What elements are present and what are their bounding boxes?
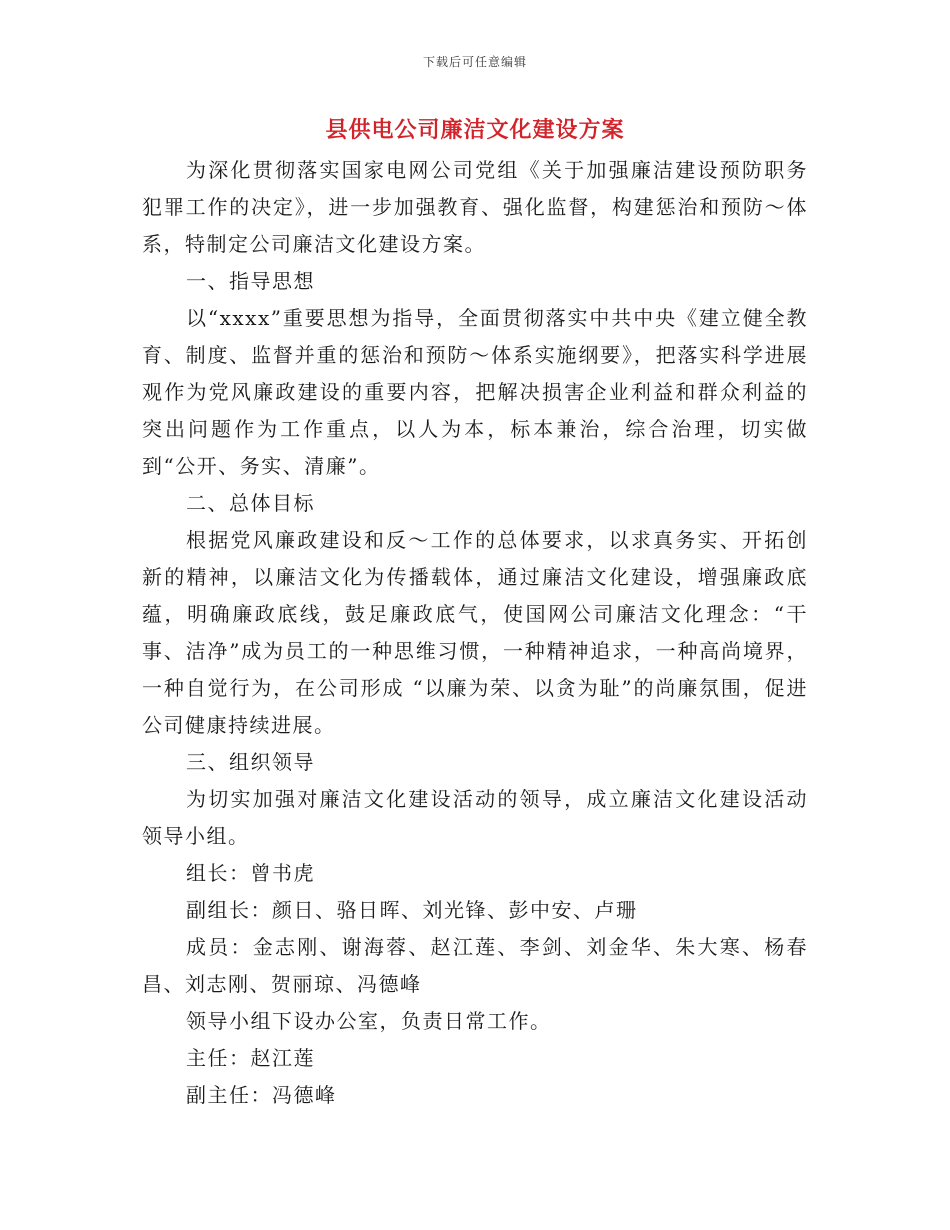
- section-heading-organization: 三、组织领导: [186, 750, 315, 774]
- office-line: 领导小组下设办公室，负责日常工作。: [186, 1009, 552, 1033]
- intro-paragraph: 为深化贯彻落实国家电网公司党组《关于加强廉洁建设预防职务犯罪工作的决定》，进一步加强教育、强化监督，构建惩治和预防～体系，特制定公司廉洁文化建设方案。: [142, 158, 808, 256]
- deputy-director-line: 副主任：冯德峰: [186, 1083, 337, 1107]
- document-title: 县供电公司廉洁文化建设方案: [325, 117, 625, 143]
- director-line: 主任：赵江莲: [186, 1046, 315, 1070]
- overall-goal-paragraph: 根据党风廉政建设和反～工作的总体要求，以求真务实、开拓创新的精神，以廉洁文化为传播载体，通过廉洁文化建设，增强廉政底蕴，明确廉政底线，鼓足廉政底气，使国网公司廉洁文化理念：“干事、洁净”成为员工的一种思维习惯，一种精神追求，一种高尚境界，一种自觉行为，在公司形成 “以廉为荣、以贪为耻”的尚廉氛围，促进公司健康持续进展。: [142, 528, 808, 737]
- header-note: 下载后可任意编辑: [422, 55, 527, 69]
- section-heading-guiding-thought: 一、指导思想: [186, 269, 315, 293]
- section-heading-overall-goal: 二、总体目标: [186, 491, 315, 515]
- document-body: [142, 152, 808, 1114]
- guiding-thought-paragraph: 以“xxxx”重要思想为指导，全面贯彻落实中共中央《建立健全教育、制度、监督并重的惩治和预防～体系实施纲要》，把落实科学进展观作为党风廉政建设的重要内容，把解决损害企业利益和群众利益的突出问题作为工作重点，以人为本，标本兼治，综合治理，切实做到“公开、务实、清廉”。: [142, 306, 808, 478]
- members-line: 成员：金志刚、谢海蓉、赵江莲、李剑、刘金华、朱大寒、杨春昌、刘志刚、贺丽琼、冯德峰: [142, 935, 808, 996]
- organization-paragraph: 为切实加强对廉洁文化建设活动的领导，成立廉洁文化建设活动领导小组。: [142, 787, 808, 848]
- deputy-leader-line: 副组长：颜日、骆日晖、刘光锋、彭中安、卢珊: [186, 898, 638, 922]
- group-leader-line: 组长：曾书虎: [186, 861, 315, 885]
